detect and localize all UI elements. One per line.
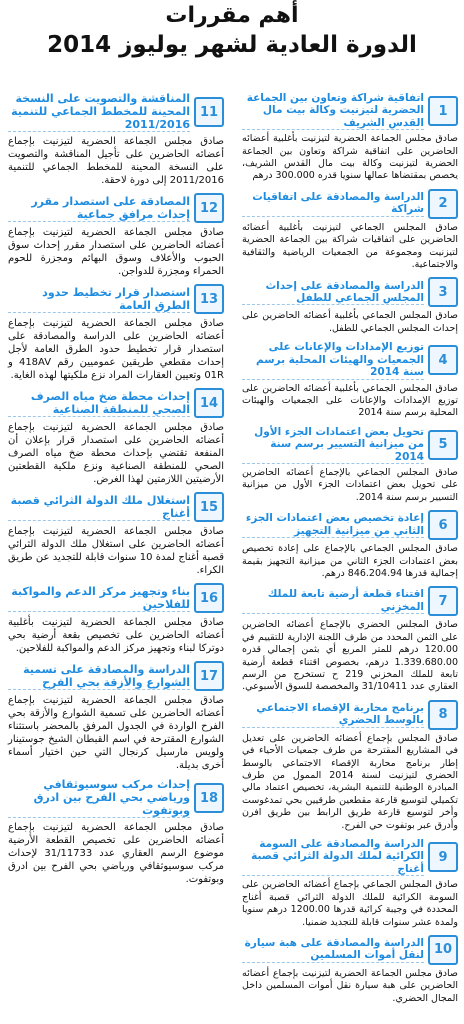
item-number-badge: 17 bbox=[194, 661, 224, 691]
decision-item bbox=[8, 583, 224, 655]
item-number-badge: 3 bbox=[428, 277, 458, 307]
decision-heading bbox=[242, 92, 458, 130]
item-body: صادق المجلس الجماعي بإجماع أعضائه الحاضرين على السومة الكرائية للملك الدولة الثرائي قصبة أغناج المحددة في وجيبة كرائية قدرها 1200.00 درهم سنويا ولمدة عشر سنوات قابلة للتجديد ضمنيا. bbox=[242, 879, 458, 928]
item-body: صادق المجلس الحضري بالإجماع أعضائه الحاضرين على الثمن المحدد من طرف اللجنة الإدارية للتقييم في 120.00 درهم للمتر المربع أي بثمن إجمالي قدره 1.339.680.00 درهم، بخصوص اقتناء قطعة أرضية تابعة للملك المخزني 219 ح تستخرج من الرسم العقاري عدد 31/10411 والمخصصة للسوق الأسبوعي. bbox=[242, 619, 458, 693]
decision-item bbox=[8, 661, 224, 772]
item-title: تحويل بعض اعتمادات الجزء الأول من ميزانية التسيير برسم سنة 2014 bbox=[242, 426, 424, 464]
item-title: استصدار قرار تخطيط حدود الطرق العامة bbox=[8, 286, 190, 313]
page-header bbox=[0, 0, 464, 86]
item-title: الدراسة والمصادقة على هبة سيارة لنقل أموات المسلمين bbox=[242, 937, 424, 963]
item-number-badge: 18 bbox=[194, 783, 224, 813]
item-title: اتفاقية شراكة وتعاون بين الجماعة الحضرية لتيزنيت وكالة بيت مال القدس الشريف bbox=[242, 92, 424, 130]
item-number-badge: 15 bbox=[194, 492, 224, 522]
item-body: صادق المجلس الجماعي لتيزنيت بأغلبية أعضائه الحاضرين على اتفاقيات شراكة بين الجماعة الحضرية لتيزنيت ومجموعة من الجمعيات الرياضية والثقافية والاجتماعية. bbox=[242, 221, 458, 271]
item-body: صادق مجلس الجماعة الحضرية لتيزنيت بإجماع أعضائه الحاضرين على هبة سيارة نقل أموات المسلمين داخل المجال الحضري. bbox=[242, 967, 458, 1004]
item-number-badge: 1 bbox=[428, 96, 458, 126]
item-number-badge: 9 bbox=[428, 842, 458, 872]
item-title: الدراسة والمصادقة على اتفاقيات شراكة bbox=[242, 191, 424, 217]
decision-heading bbox=[8, 492, 224, 522]
left-column bbox=[8, 92, 224, 892]
decision-item bbox=[8, 492, 224, 577]
decision-item bbox=[242, 341, 458, 419]
decision-item bbox=[8, 284, 224, 382]
item-body: صادق مجلس الجماعة الحضرية لتيزنيت بإجماع أعضائه الحاضرين على استصدار قرار بإعلان أن المنفعة تقتضي بإحداث محطة ضخ مياه الصرف الصحي للمنطقة الصناعية ونزع ملكية القطعتين الأرضيتين اللازمتين لهذا الغرض. bbox=[8, 422, 224, 485]
item-number-badge: 2 bbox=[428, 189, 458, 219]
item-title: الدراسة والمصادقة على إحداث المجلس الجماعي للطفل bbox=[242, 280, 424, 306]
item-title: الدراسة والمصادقة على تسمية الشوارع والأزقة بحي الفرح bbox=[8, 663, 190, 690]
decision-item bbox=[242, 189, 458, 272]
decision-heading bbox=[8, 583, 224, 613]
item-number-badge: 7 bbox=[428, 586, 458, 616]
item-number-badge: 13 bbox=[194, 284, 224, 314]
page-subtitle: الدورة العادية لشهر يوليوز 2014 bbox=[47, 32, 417, 58]
item-number-badge: 8 bbox=[428, 700, 458, 730]
item-body: صادق المجلس الجماعي بأغلبية أعضائه الحاضرين على توزيع الإمدادات والإعانات على الجمعيات والهيئات المحلية برسم سنة 2014 bbox=[242, 382, 458, 419]
item-body: صادق المجلس بإجماع أعضائه الحاضرين على تعديل في المشاريع المقترحة من طرف جمعيات الأحياء في إطار برنامج محاربة الإقصاء الاجتماعي بالوسط الحضري لتيزنيت لسنة 2014 الممول من طرف المبادرة الوطنية للتنمية البشرية، تخصيص اعتماد مالي تكميلي لتوسيع قارعة مقطعين طرقيين بحي تمدغوست وأخر لتوسيع قارعة طريق الرابط بين طريق افرن وأدرق عبر بوتفوت حي الفرح. bbox=[242, 732, 458, 831]
decision-heading bbox=[8, 193, 224, 223]
decision-heading bbox=[242, 189, 458, 219]
item-body: صادق مجلس الجماعة الحضرية لتيزنيت بإجماع أعضائه الحاضرين على تأجيل المناقشة والتصويت على النسخة المحينة للمخطط الجماعي للتنمية 2011/2016 إلى دورة لاحقة. bbox=[8, 136, 224, 186]
decision-item bbox=[8, 193, 224, 278]
item-title: توزيع الإمدادات والإعانات على الجمعيات والهيئات المحلية برسم سنة 2014 bbox=[242, 341, 424, 379]
decision-heading bbox=[8, 284, 224, 314]
item-title: استغلال ملك الدولة الثرائي قصبة أغناج bbox=[8, 494, 190, 521]
decision-heading bbox=[242, 341, 458, 379]
item-title: المصادقة على استصدار مقرر إحداث مرافق جماعية bbox=[8, 195, 190, 222]
decision-heading bbox=[242, 838, 458, 876]
item-number-badge: 14 bbox=[194, 388, 224, 418]
item-title: إحداث محطة ضخ مياه الصرف الصحي للمنطقة الصناعية bbox=[8, 390, 190, 417]
decision-item bbox=[8, 388, 224, 486]
decision-item bbox=[242, 92, 458, 183]
item-number-badge: 4 bbox=[428, 345, 458, 375]
item-body: صادق مجلس الجماعة الحضرية لتيزنيت بأغلبية أعضائه الحاضرين على تخصيص بقعة أرضية بحي دوتركا لبناء وتجهيز مركز الدعم والمواكبة للفلاحين. bbox=[8, 617, 224, 654]
item-number-badge: 11 bbox=[194, 97, 224, 127]
item-number-badge: 6 bbox=[428, 510, 458, 540]
item-body: صادق مجلس الجماعة الحضرية لتيزنيت بإجماع أعضائه الحاضرين على استغلال ملك الدولة الثرائي قصبة أغناج لمدة 10 سنوات قابلة للتجديد عن طريق الكراء. bbox=[8, 526, 224, 576]
item-number-badge: 5 bbox=[428, 430, 458, 460]
decision-item bbox=[242, 700, 458, 832]
decision-item bbox=[8, 92, 224, 187]
item-title: إحداث مركب سوسيوثقافي ورياضي بحي الفرح بين ادرق وبوتفوت bbox=[8, 778, 190, 818]
item-body: صادق مجلس الجماعة الحضرية لتيزنيت بإجماع أعضائه الحاضرين على تسمية الشوارع والأزقة بحي الفرح الواردة في الجدول المرفق بالمحضر باستثناء الشوارع المقترحة في اسم القبطان الشيخ جوستينار ولويس مارسيل كرنجال التي حين اختيار أسماء أخرى بديلة. bbox=[8, 695, 224, 771]
item-number-badge: 12 bbox=[194, 193, 224, 223]
item-title: برنامج محاربة الإقصاء الاجتماعي بالوسط الحضري bbox=[242, 702, 424, 728]
decision-heading bbox=[242, 700, 458, 730]
decision-item bbox=[242, 586, 458, 693]
item-body: صادق المجلس الجماعي بأغلبية أعضائه الحاضرين على إحداث المجلس الجماعي للطفل. bbox=[242, 310, 458, 334]
item-body: صادق المجلس الجماعي بالإجماع أعضائه الحاضرين على تحويل بعض اعتمادات الجزء الأول من ميزانية التسيير برسم سنة 2014. bbox=[242, 466, 458, 503]
item-title: الدراسة والمصادقة على السومة الكرائية لملك الدولة الثرائي قصبة أغناج bbox=[242, 838, 424, 876]
decision-item bbox=[242, 426, 458, 504]
item-title: المناقشة والتصويت على النسخة المحينة للمخطط الجماعي للتنمية 2011/2016 bbox=[8, 92, 190, 132]
item-body: صادق مجلس الجماعة الحضرية لتيزنيت بإجماع أعضائه الحاضرين على استصدار مقرر إحداث سوق الحبوب والأعلاف وسوق البهائم ومجزرة للحوم الحمراء ومجزرة للدواجن. bbox=[8, 227, 224, 277]
item-body: صادق مجلس الجماعة الحضرية لتيزنيت بإجماع أعضائه الحاضرين على تخصيص القطعة الأرضية موضوع الرسم العقاري عدد 31/11733 لإحداث مركب سوسيوثقافي ورياضي بحي الفرح بين ادرق وبوتفوت. bbox=[8, 822, 224, 885]
item-number-badge: 16 bbox=[194, 583, 224, 613]
item-body: صادق مجلس الجماعة الحضرية لتيزنيت بأغلبية أعضائه الحاضرين على اتفاقية شراكة وتعاون بين الجماعة الحضرية لتيزنيت وكالة بيت مال القدس الشريف، يخصص بمقتضاها عمالها سنويا قدره 300.000 درهم bbox=[242, 133, 458, 182]
decision-heading bbox=[242, 510, 458, 540]
item-title: إعادة تخصيص بعض اعتمادات الجزء الثاني من ميزانية التجهيز bbox=[242, 512, 424, 538]
decision-item bbox=[8, 778, 224, 886]
decision-heading bbox=[242, 277, 458, 307]
item-body: صادق مجلس الجماعة الحضرية لتيزنيت بإجماع أعضائه الحاضرين على الدراسة والمصادقة على استصدار قرار تخطيط حدود الطرق العامة لأجل إحداث مقطعي طريقين عموميين رقم 418AV و 01R وتعيين العقارات المراد نزع ملكيتها لهذه الغاية. bbox=[8, 318, 224, 381]
decision-heading bbox=[242, 426, 458, 464]
item-number-badge: 10 bbox=[428, 935, 458, 965]
right-column bbox=[242, 92, 458, 1011]
decision-heading bbox=[8, 778, 224, 818]
item-title: بناء وتجهيز مركز الدعم والمواكبة للفلاحين bbox=[8, 585, 190, 612]
decision-heading bbox=[8, 92, 224, 132]
decision-item bbox=[242, 838, 458, 929]
decision-heading bbox=[8, 388, 224, 418]
decision-item bbox=[242, 277, 458, 335]
decision-item bbox=[242, 935, 458, 1005]
decision-item bbox=[242, 510, 458, 580]
decision-heading bbox=[8, 661, 224, 691]
item-body: صادق المجلس الجماعي بالإجماع على إعادة تخصيص بعض اعتمادات الجزء الثاني من ميزانية التجهيز بقيمة إجمالية قدرها 846.204.94 درهم. bbox=[242, 543, 458, 579]
item-title: اقتناء قطعة أرضية تابعة للملك المخزني bbox=[242, 588, 424, 614]
decision-heading bbox=[242, 935, 458, 965]
decision-heading bbox=[242, 586, 458, 616]
page-title: أهم مقررات bbox=[165, 3, 299, 28]
